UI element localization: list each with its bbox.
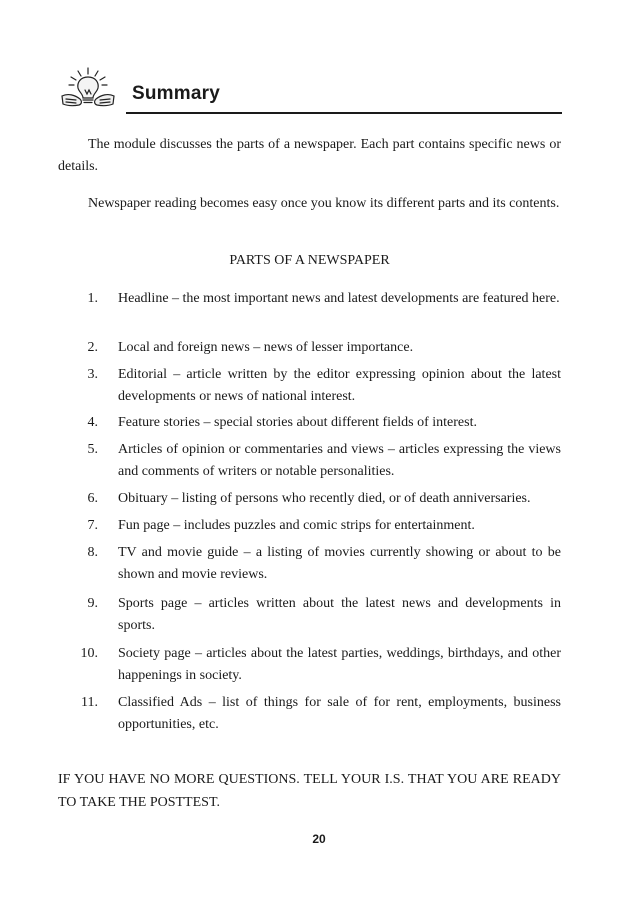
- item-number: 11.: [81, 695, 98, 710]
- closing-instruction: IF YOU HAVE NO MORE QUESTIONS. TELL YOUR I.S. THAT YOU ARE READY TO TAKE THE POSTTEST.: [58, 772, 561, 810]
- lightbulb-hands-icon: [58, 66, 118, 114]
- item-text: Fun page – includes puzzles and comic strips for entertainment.: [118, 518, 475, 533]
- item-text: Classified Ads – list of things for sale of for rent, employments, business opportunities, etc.: [118, 695, 561, 732]
- item-text: Articles of opinion or commentaries and views – articles expressing the views and comments of writers or notable personalities.: [118, 442, 561, 479]
- section-title: Summary: [132, 83, 220, 104]
- item-number: 3.: [87, 367, 98, 382]
- intro-paragraph: The module discusses the parts of a newspaper. Each part contains specific news or details.: [58, 137, 561, 174]
- item-text: Feature stories – special stories about different fields of interest.: [118, 415, 477, 430]
- item-number: 8.: [87, 545, 98, 560]
- title-underline: [126, 112, 562, 114]
- item-text: Local and foreign news – news of lesser importance.: [118, 340, 414, 355]
- parts-heading: PARTS OF A NEWSPAPER: [229, 253, 390, 268]
- item-number: 4.: [87, 415, 98, 430]
- item-text: Editorial – article written by the editor expressing opinion about the latest developments or news of national interest.: [118, 367, 561, 404]
- item-text: TV and movie guide – a listing of movies currently showing or about to be shown and movie reviews.: [118, 545, 561, 582]
- item-text: Obituary – listing of persons who recently died, or of death anniversaries.: [118, 491, 531, 506]
- item-number: 6.: [87, 491, 98, 506]
- item-number: 5.: [87, 442, 98, 457]
- item-number: 2.: [87, 340, 98, 355]
- item-number: 10.: [80, 646, 98, 661]
- item-text: Society page – articles about the latest parties, weddings, birthdays, and other happenings in society.: [118, 646, 561, 683]
- item-number: 1.: [87, 291, 98, 306]
- item-text: Sports page – articles written about the latest news and developments in sports.: [118, 596, 561, 633]
- item-number: 9.: [87, 596, 98, 611]
- intro-paragraph: Newspaper reading becomes easy once you know its different parts and its contents.: [88, 196, 560, 211]
- item-number: 7.: [87, 518, 98, 533]
- page-number: 20: [312, 832, 326, 846]
- item-text: Headline – the most important news and latest developments are featured here.: [118, 291, 560, 306]
